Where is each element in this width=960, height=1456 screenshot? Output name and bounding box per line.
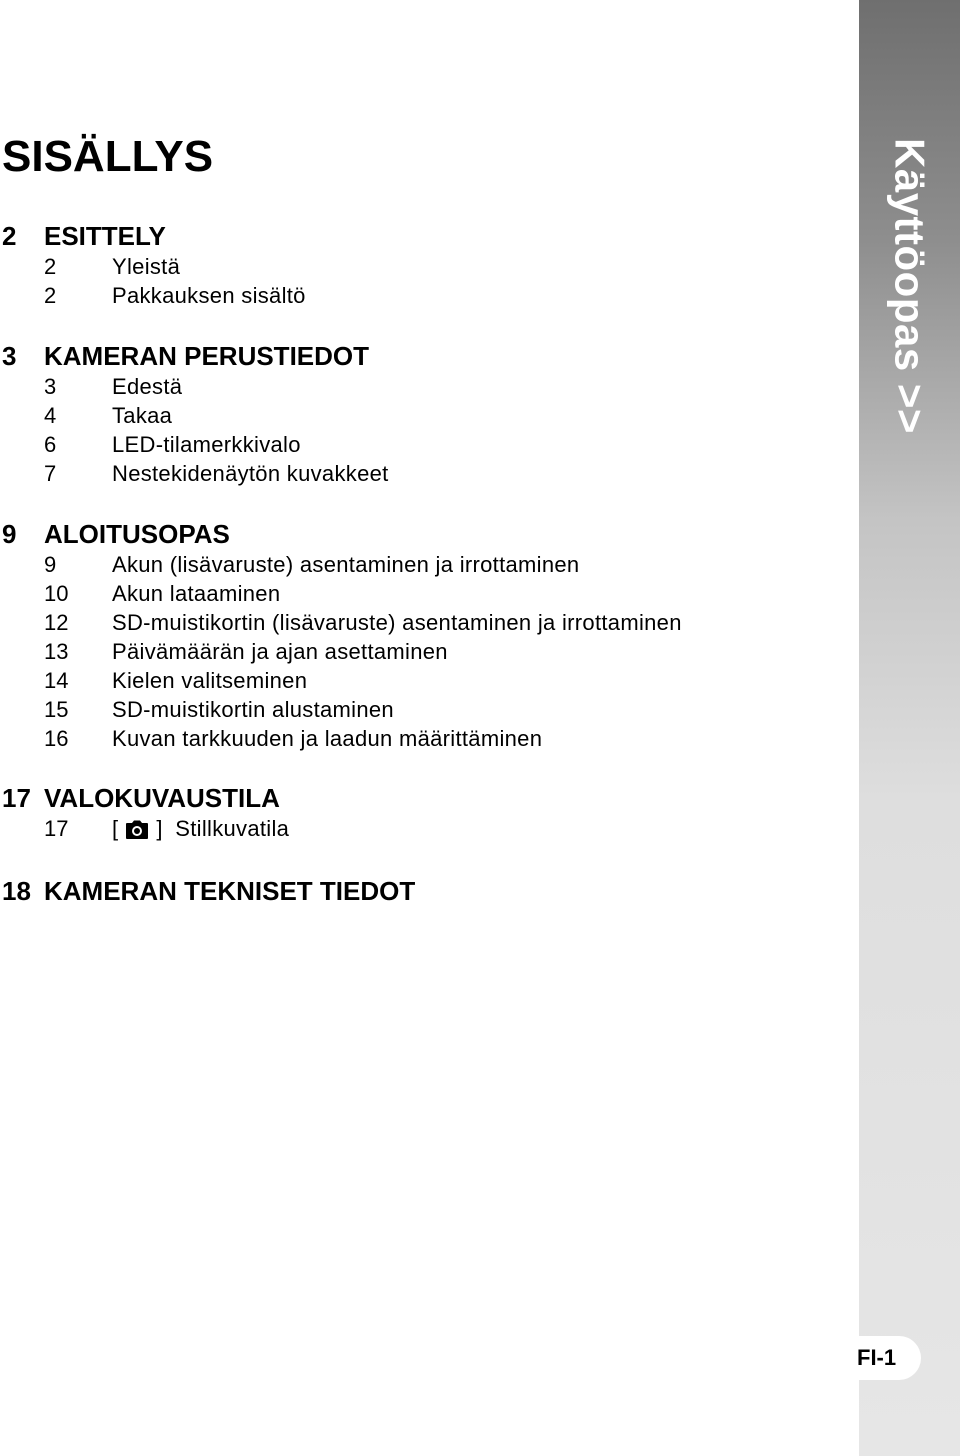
bracket-open: [ <box>112 816 119 841</box>
entry-title: Akun (lisävaruste) asentaminen ja irrottaminen <box>112 552 580 577</box>
entry-title <box>112 814 289 846</box>
entry-page-number: 3 <box>44 374 57 399</box>
entry-page-number: 7 <box>44 461 57 486</box>
toc-entry[interactable] <box>0 579 850 608</box>
toc-entry[interactable] <box>0 550 850 579</box>
page-title: SISÄLLYS <box>2 132 214 181</box>
entry-page-number: 10 <box>44 581 69 606</box>
toc-entry[interactable] <box>0 430 850 459</box>
toc-entry[interactable] <box>0 459 850 488</box>
toc-section-heading[interactable] <box>0 340 850 372</box>
toc-section-valokuvaustila <box>0 782 850 843</box>
toc-entry[interactable] <box>0 252 850 281</box>
section-page-number: 3 <box>2 341 17 371</box>
toc-section-heading[interactable] <box>0 782 850 814</box>
toc-entry[interactable] <box>0 372 850 401</box>
entry-title: Yleistä <box>112 254 181 279</box>
toc-entry[interactable] <box>0 724 850 753</box>
entry-page-number: 2 <box>44 283 57 308</box>
section-page-number: 9 <box>2 519 17 549</box>
entry-title: Akun lataaminen <box>112 581 281 606</box>
toc-entry[interactable] <box>0 814 850 843</box>
section-title: ESITTELY <box>44 221 166 251</box>
sidebar-tab <box>859 0 960 1456</box>
entry-page-number: 13 <box>44 639 69 664</box>
entry-title: Nestekidenäytön kuvakkeet <box>112 461 389 486</box>
camera-icon <box>126 817 148 846</box>
entry-title: LED-tilamerkkivalo <box>112 432 301 457</box>
section-page-number: 18 <box>2 876 31 906</box>
page-number-label: FI-1 <box>849 1336 921 1380</box>
entry-page-number: 6 <box>44 432 57 457</box>
toc-section-heading[interactable] <box>0 875 850 907</box>
entry-title: Takaa <box>112 403 173 428</box>
toc-section-heading[interactable] <box>0 220 850 252</box>
section-title: KAMERAN TEKNISET TIEDOT <box>44 876 416 906</box>
toc-entry[interactable] <box>0 281 850 310</box>
entry-title: SD-muistikortin (lisävaruste) asentaminen ja irrottaminen <box>112 610 682 635</box>
toc-entry[interactable] <box>0 666 850 695</box>
entry-title: Kuvan tarkkuuden ja laadun määrittäminen <box>112 726 543 751</box>
section-page-number: 17 <box>2 783 31 813</box>
section-page-number: 2 <box>2 221 17 251</box>
entry-page-number: 16 <box>44 726 69 751</box>
section-title: ALOITUSOPAS <box>44 519 230 549</box>
toc-section-kameran-tekniset-tiedot <box>0 875 850 907</box>
bracket-close: ] <box>156 816 163 841</box>
entry-page-number: 2 <box>44 254 57 279</box>
toc-entry[interactable] <box>0 608 850 637</box>
entry-title: SD-muistikortin alustaminen <box>112 697 394 722</box>
entry-page-number: 15 <box>44 697 69 722</box>
section-title: KAMERAN PERUSTIEDOT <box>44 341 370 371</box>
toc-section-heading[interactable] <box>0 518 850 550</box>
entry-page-number: 4 <box>44 403 57 428</box>
toc-entry[interactable] <box>0 695 850 724</box>
toc-entry[interactable] <box>0 401 850 430</box>
entry-title: Kielen valitseminen <box>112 668 308 693</box>
entry-title: Edestä <box>112 374 183 399</box>
toc-section-aloitusopas <box>0 518 850 753</box>
entry-title: Pakkauksen sisältö <box>112 283 306 308</box>
entry-title: Päivämäärän ja ajan asettaminen <box>112 639 448 664</box>
toc-section-esittely <box>0 220 850 310</box>
sidebar-title: Käyttöopas >> <box>886 138 934 434</box>
entry-page-number: 12 <box>44 610 69 635</box>
section-title: VALOKUVAUSTILA <box>44 783 280 813</box>
entry-title-text: Stillkuvatila <box>175 816 290 841</box>
entry-page-number: 14 <box>44 668 69 693</box>
entry-page-number: 9 <box>44 552 57 577</box>
toc-section-kameran-perustiedot <box>0 340 850 488</box>
toc-entry[interactable] <box>0 637 850 666</box>
entry-page-number: 17 <box>44 816 69 841</box>
